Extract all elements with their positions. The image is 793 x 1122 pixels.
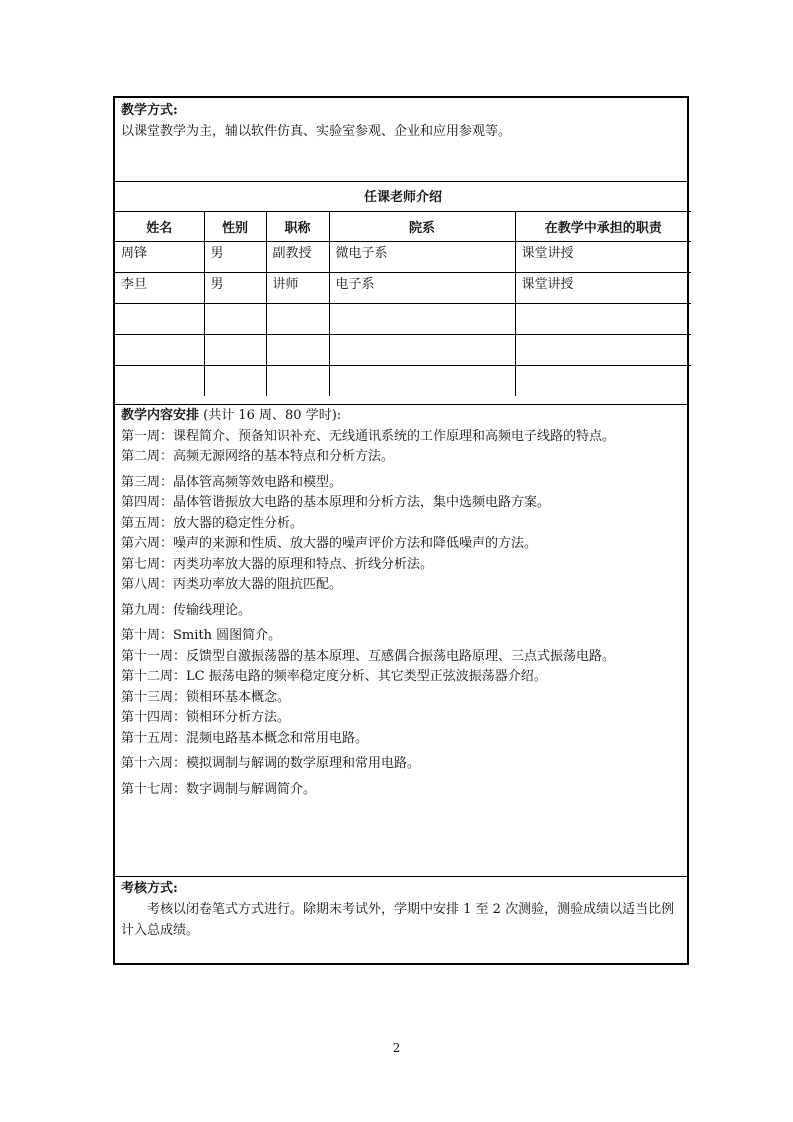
list-item: 第十一周：反馈型自激振荡器的基本原理、互感偶合振荡电路原理、三点式振荡电路。 [121, 648, 616, 664]
list-item: 第六周：噪声的来源和性质、放大器的噪声评价方法和降低噪声的方法。 [121, 536, 538, 551]
header-gender: 性别 [204, 211, 266, 241]
list-item: 第四周：晶体管谐振放大电路的基本原理和分析方法，集中选频电路方案。 [121, 495, 551, 510]
cell-gender [204, 365, 266, 396]
table-row [115, 303, 691, 334]
teaching-method-section [115, 98, 687, 182]
cell-gender: 男 [204, 272, 266, 303]
table-row [115, 334, 691, 365]
list-item: 第九周：传输线理论。 [121, 602, 252, 618]
teachers-title: 任课老师介绍 [115, 181, 691, 211]
header-duty: 在教学中承担的职责 [515, 211, 691, 241]
cell-department [329, 365, 515, 396]
teachers-table [115, 181, 691, 396]
teachers-header-row [115, 211, 691, 241]
teaching-content-section [115, 404, 687, 877]
cell-duty [515, 303, 691, 334]
exam-label: 考核方式: [121, 881, 178, 896]
cell-gender [204, 303, 266, 334]
cell-name [115, 303, 204, 334]
cell-gender: 男 [204, 241, 266, 272]
list-item: 第三周：晶体管高频等效电路和模型。 [121, 474, 343, 490]
cell-department [329, 334, 515, 365]
list-item: 第十五周：混频电路基本概念和常用电路。 [121, 730, 369, 746]
teaching-method-text: 以课堂教学为主，辅以软件仿真、实验室参观、企业和应用参观等。 [121, 124, 512, 139]
cell-name [115, 334, 204, 365]
list-item: 第八周：丙类功率放大器的阻抗匹配。 [121, 577, 343, 592]
cell-gender [204, 334, 266, 365]
list-item: 第一周：课程简介、预备知识补充、无线通讯系统的工作原理和高频电子线路的特点。 [121, 428, 616, 444]
cell-title [266, 365, 329, 396]
cell-department: 电子系 [329, 272, 515, 303]
cell-duty [515, 365, 691, 396]
header-title: 职称 [266, 211, 329, 241]
header-name: 姓名 [115, 211, 204, 241]
content-label: 教学内容安排 [121, 408, 200, 423]
cell-name [115, 365, 204, 396]
cell-department [329, 303, 515, 334]
cell-department: 微电子系 [329, 241, 515, 272]
list-item: 第五周：放大器的稳定性分析。 [121, 515, 304, 531]
document-table [113, 96, 689, 965]
table-row [115, 365, 691, 396]
cell-duty: 课堂讲授 [515, 241, 691, 272]
table-row [115, 241, 691, 272]
cell-duty: 课堂讲授 [515, 272, 691, 303]
list-item: 第十三周：锁相环基本概念。 [121, 689, 291, 705]
list-item: 第十周：Smith 圆图简介。 [121, 628, 282, 643]
teachers-section [115, 181, 687, 405]
teaching-method-label: 教学方式: [121, 103, 178, 118]
teachers-title-row [115, 181, 691, 211]
cell-title [266, 303, 329, 334]
cell-title [266, 334, 329, 365]
cell-name: 周锋 [115, 241, 204, 272]
list-item: 第十四周：锁相环分析方法。 [121, 710, 291, 725]
exam-text: 考核以闭卷笔式方式进行。除期末考试外，学期中安排 1 至 2 次测验，测验成绩以适当比例计入总成绩。 [121, 902, 675, 938]
cell-title: 讲师 [266, 272, 329, 303]
cell-duty [515, 334, 691, 365]
list-item: 第七周：丙类功率放大器的原理和特点、折线分析法。 [121, 556, 434, 572]
cell-title: 副教授 [266, 241, 329, 272]
list-item: 第十六周：模拟调制与解调的数学原理和常用电路。 [121, 756, 421, 771]
content-heading [121, 406, 681, 427]
cell-name: 李旦 [115, 272, 204, 303]
exam-section [115, 876, 687, 965]
content-label-suffix: (共计 16 周、80 学时): [199, 408, 342, 423]
list-item: 第十二周：LC 振荡电路的频率稳定度分析、其它类型正弦波振荡器介绍。 [121, 669, 547, 684]
list-item: 第二周：高频无源网络的基本特点和分析方法。 [121, 449, 395, 464]
list-item: 第十七周：数字调制与解调简介。 [121, 781, 317, 797]
page-number: 2 [392, 1041, 401, 1055]
header-department: 院系 [329, 211, 515, 241]
table-row [115, 272, 691, 303]
